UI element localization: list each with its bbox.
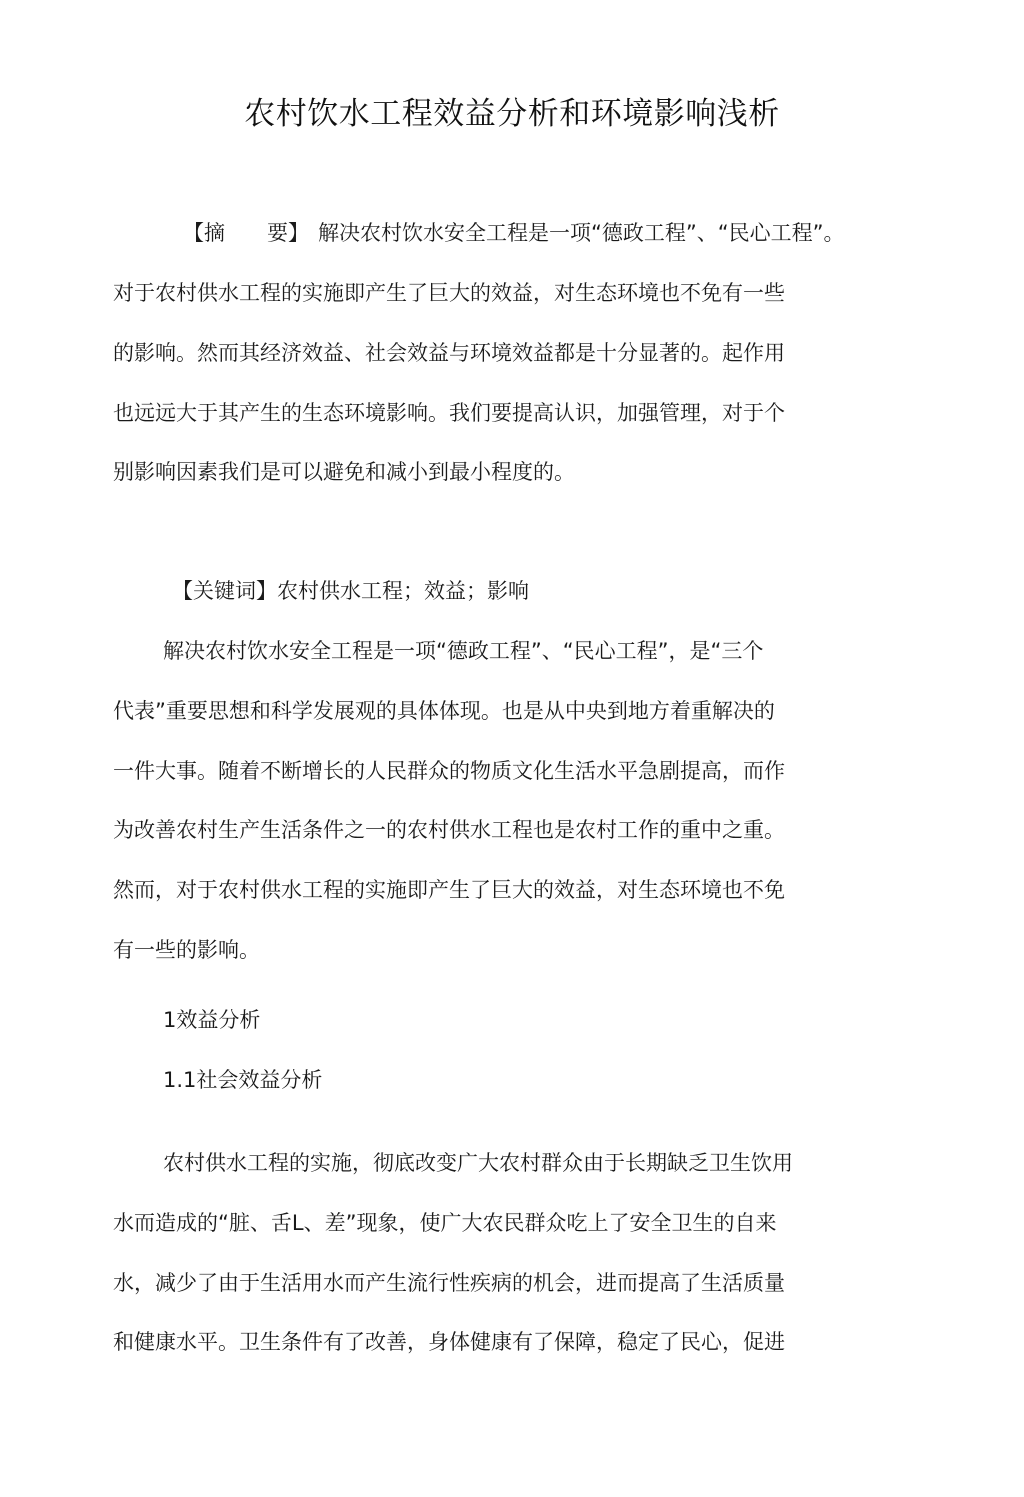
abstract-line-1: 解决农村饮水安全工程是一项“德政工程”、“民心工程”。 [318, 221, 845, 245]
intro-line-6: 有一些的影响。 [113, 938, 260, 962]
intro-line-3: 一件大事。随着不断增长的人民群众的物质文化生活水平急剧提高，而作 [113, 759, 785, 783]
section-line-2: 水而造成的“脏、舌L、差”现象，使广大农民群众吃上了安全卫生的自来 [113, 1211, 777, 1235]
abstract-line-4: 也远远大于其产生的生态环境影响。我们要提高认识，加强管理，对于个 [113, 401, 785, 425]
abstract-line-2: 对于农村供水工程的实施即产生了巨大的效益，对生态环境也不免有一些 [113, 281, 785, 305]
section-line-4: 和健康水平。卫生条件有了改善，身体健康有了保障，稳定了民心，促进 [113, 1330, 785, 1354]
intro-line-2: 代表”重要思想和科学发展观的具体体现。也是从中央到地方着重解决的 [113, 699, 775, 723]
intro-line-4: 为改善农村生产生活条件之一的农村供水工程也是农村工作的重中之重。 [113, 818, 785, 842]
document-title: 农村饮水工程效益分析和环境影响浅析 [244, 96, 780, 132]
section-heading-1-1: 1.1社会效益分析 [163, 1068, 323, 1092]
abstract-line-5: 别影响因素我们是可以避免和减小到最小程度的。 [113, 460, 575, 484]
intro-line-1: 解决农村饮水安全工程是一项“德政工程”、“民心工程”，是“三个 [163, 639, 764, 663]
keywords: 【关键词】农村供水工程；效益；影响 [172, 579, 529, 603]
section-heading-1: 1效益分析 [163, 1008, 261, 1032]
section-line-3: 水，减少了由于生活用水而产生流行性疾病的机会，进而提高了生活质量 [113, 1271, 785, 1295]
intro-line-5: 然而，对于农村供水工程的实施即产生了巨大的效益，对生态环境也不免 [113, 878, 785, 902]
abstract-label: 【摘 要】 [183, 221, 309, 245]
section-line-1: 农村供水工程的实施，彻底改变广大农村群众由于长期缺乏卫生饮用 [163, 1151, 793, 1175]
abstract-line-3: 的影响。然而其经济效益、社会效益与环境效益都是十分显著的。起作用 [113, 341, 785, 365]
